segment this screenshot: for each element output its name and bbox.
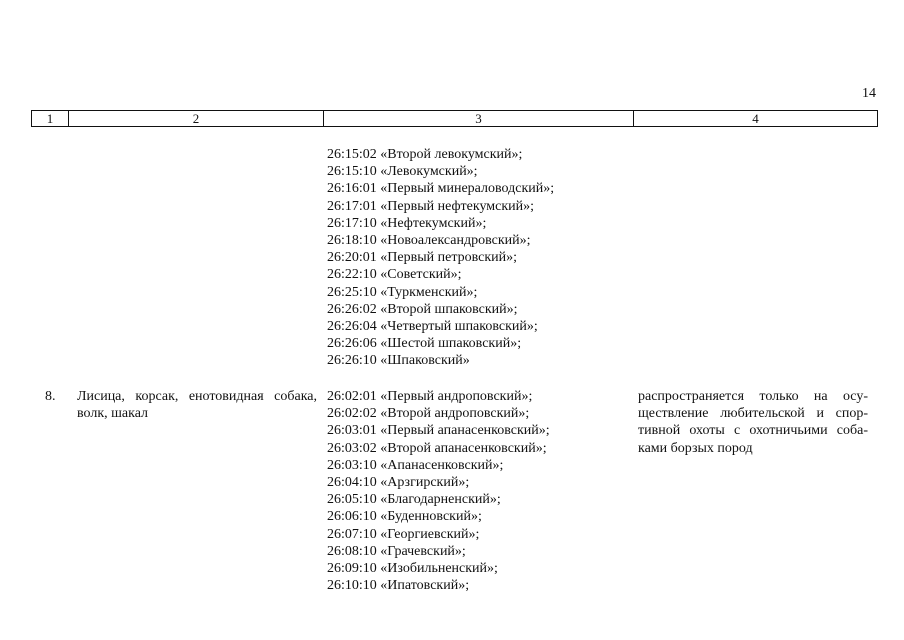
code-line: 26:26:04 «Четвертый шпаковский»; (327, 318, 538, 334)
note-line: тивной охоты с охотничьими соба- (638, 423, 868, 439)
code-line: 26:17:01 «Первый нефтекумский»; (327, 198, 535, 214)
code-line: 26:16:01 «Первый минераловодский»; (327, 181, 555, 197)
row-number: 8. (45, 389, 56, 404)
code-line: 26:20:01 «Первый петровский»; (327, 250, 518, 266)
code-line: 26:26:02 «Второй шпаковский»; (327, 301, 518, 317)
code-line: 26:02:02 «Второй андроповский»; (327, 406, 530, 422)
row8-codes-list (327, 388, 627, 594)
code-line: 26:22:10 «Советский»; (327, 267, 462, 283)
column-header-2: 2 (69, 111, 324, 127)
code-line: 26:05:10 «Благодарненский»; (327, 492, 501, 508)
species-list: Лисица, корсак, енотовидная собака, волк, шакал (77, 389, 317, 422)
column-header-table (31, 110, 878, 127)
code-line: 26:25:10 «Туркменский»; (327, 284, 478, 300)
code-line: 26:08:10 «Грачевский»; (327, 543, 466, 559)
note-line: ществление любительской и спор- (638, 406, 868, 422)
code-line: 26:03:02 «Второй апанасенковский»; (327, 440, 547, 456)
code-line: 26:10:10 «Ипатовский»; (327, 578, 470, 594)
code-line: 26:18:10 «Новоалександровский»; (327, 232, 531, 248)
code-line: 26:09:10 «Изобильненский»; (327, 560, 498, 576)
code-line: 26:26:06 «Шестой шпаковский»; (327, 336, 522, 352)
note-line: ками борзых пород (638, 440, 753, 456)
code-line: 26:26:10 «Шпаковский» (327, 353, 470, 369)
code-line: 26:03:10 «Апанасенковский»; (327, 457, 504, 473)
code-line: 26:07:10 «Георгиевский»; (327, 526, 480, 542)
column-header-3: 3 (324, 111, 634, 127)
column-header-row (32, 111, 878, 127)
page-number: 14 (862, 86, 876, 101)
code-line: 26:15:10 «Левокумский»; (327, 164, 478, 180)
column-header-1: 1 (32, 111, 69, 127)
code-line: 26:17:10 «Нефтекумский»; (327, 215, 487, 231)
code-line: 26:04:10 «Арзгирский»; (327, 474, 470, 490)
code-line: 26:02:01 «Первый андроповский»; (327, 389, 533, 404)
note-text (638, 388, 868, 457)
note-line: распространяется только на осу- (638, 389, 868, 404)
code-line: 26:06:10 «Буденновский»; (327, 509, 482, 525)
code-line: 26:15:02 «Второй левокумский»; (327, 147, 523, 162)
continued-codes-list (327, 146, 627, 369)
column-header-4: 4 (634, 111, 878, 127)
code-line: 26:03:01 «Первый апанасенковский»; (327, 423, 550, 439)
